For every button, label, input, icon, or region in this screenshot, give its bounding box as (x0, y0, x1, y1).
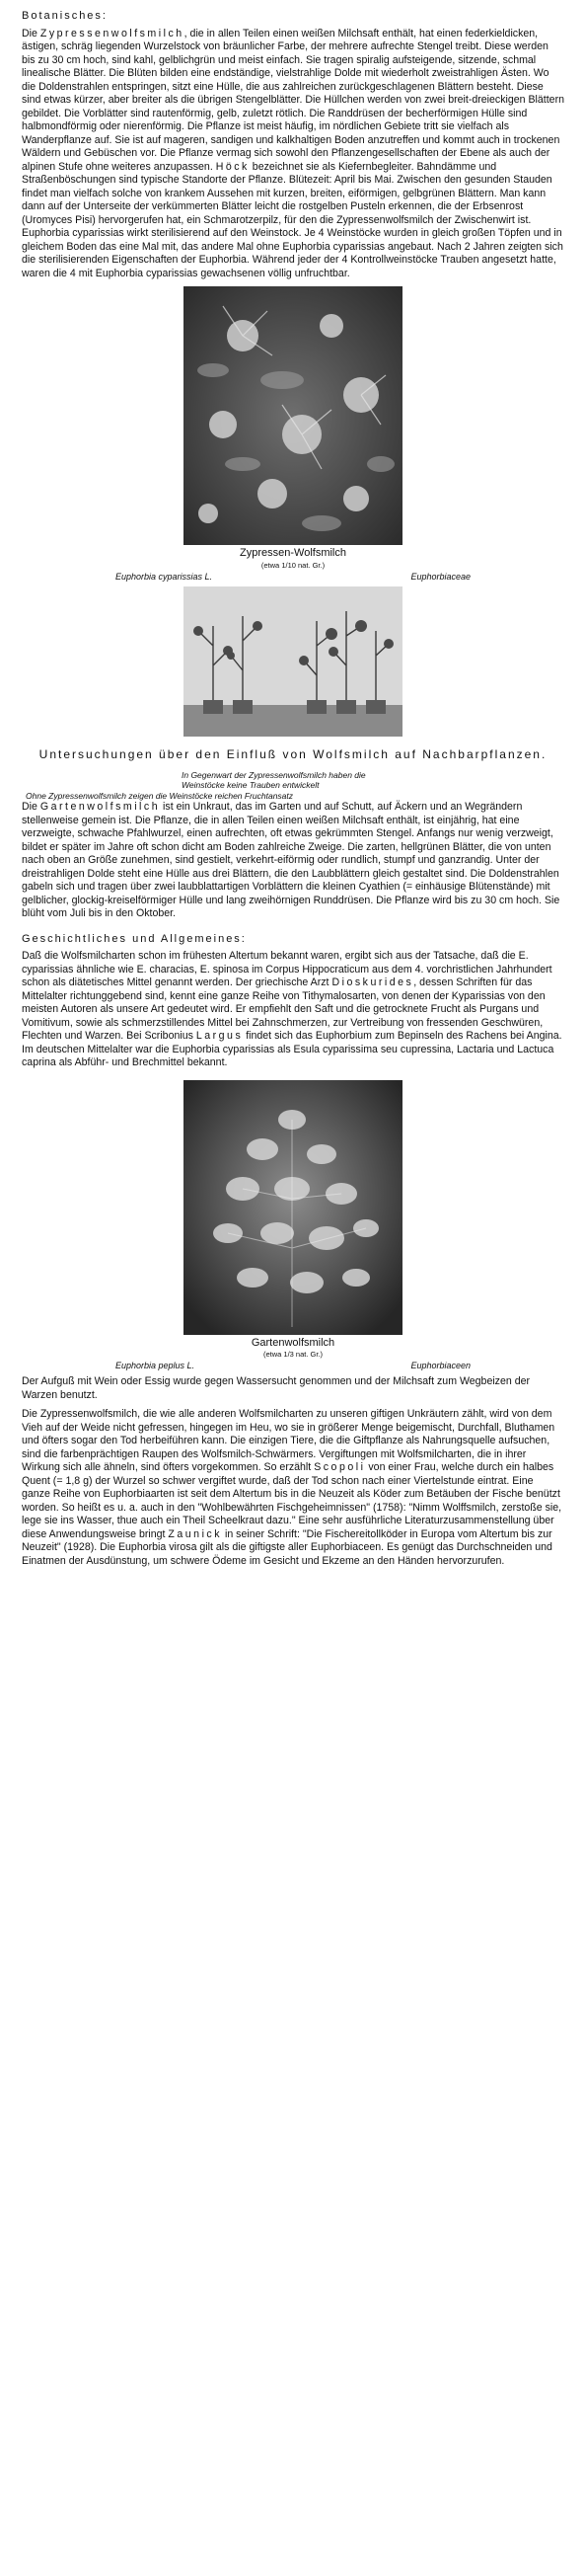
paragraph-gartenwolfsmilch: Die Gartenwolfsmilch ist ein Unkraut, das im Garten und auf Schutt, auf Äckern und an Wegrändern stellenweise gemein ist. Die Pflanze, die in allen Teilen einen weißen Milchsaft enthält, ist einjährig, hat eine verzweigte, schwache Pfahlwurzel, einen aufrechten, oft etwas gekrümmten Stengel. Anfangs nur wenig verzweigt, bildet er später im Jahre oft schon dicht am Boden zahlreiche Zweige. Die zarten, hellgrünen Blätter, die von unten nach oben an Größe zunehmen, sind gestielt, verkehrt-eiförmig oder rundlich, stumpf und ganzrandig. Unter der dreistrahligen Dolde steht eine Hülle aus drei Blättern, die den Laubblättern gleich gestaltet sind. Die Doldenstrahlen gabeln sich und tragen über zwei laubblattartigen Vorblättern die kleinen Cyathien (= einhäusige Blütenstände) mit gelblicher, glockig-kreiselförmiger Hülle und lang zweihörnigen Runddrüsen. Die Pflanze wird bis zu 30 cm hoch. Sie blüht vom Juli bis in den Oktober. (22, 801, 560, 919)
figure1-species-row (22, 571, 564, 583)
spaced-author: Zaunick (168, 1527, 223, 1540)
spaced-author: Largus (195, 1030, 244, 1042)
section-heading-geschichtliches: Geschichtliches und Allgemeines: (22, 932, 247, 945)
figure3-species-row (22, 1360, 564, 1371)
spaced-author: Scopoli (314, 1461, 366, 1473)
figure3-species: Euphorbia peplus L. (115, 1361, 195, 1370)
figure2-note2: Weinstöcke keine Trauben entwickelt (182, 780, 320, 790)
weinstock-experiment-photo (183, 586, 402, 737)
paragraph-geschichtliches: Daß die Wolfsmilcharten schon im frühesten Altertum bekannt waren, ergibt sich aus der Tatsache, daß die E. cyparissias ähnliche wie E. characias, E. spinosa im Corpus Hippocraticum aus dem 4. vorchristlichen Jahrhundert schon als diätetisches Mittel genannt werden. Der griechische Arzt Dioskurides, dessen Schriften für das Mittelalter richtunggebend sind, kennt eine ganze Reihe von Tithymalosarten, von denen der Kyparissias von den meisten Autoren als unsere Art gedeutet wird. Er empfiehlt den Saft und die getrocknete Frucht als Purgans und Vomitivum, sowie als schmerzstillendes Mittel bei Zahnschmerzen, zur Vertreibung von fressenden Geschwüren, Flechten und Warzen. Bei Scribonius Largus findet sich das Euphorbium zum Bepinseln des Rachens bei Angina. Im deutschen Mittelalter war die Euphorbia cyparissias als Esula cyparissima seu cupressina, Lactaria und Lactuca caprina als Abführ- und Brechmittel bekannt. (22, 950, 562, 1068)
spaced-author: Höck (215, 160, 250, 173)
spaced-author: Dioskurides (331, 976, 414, 988)
section-heading-botanisches: Botanisches: (22, 10, 108, 22)
figure2-note1: In Gegenwart der Zypressenwolfsmilch haben die (182, 769, 366, 780)
figure3-title: Gartenwolfsmilch (251, 1336, 335, 1349)
document-page (22, 10, 564, 1568)
paragraph-zypressenwolfsmilch: Die Zypressenwolfsmilch, die in allen Teilen einen weißen Milchsaft enthält, hat einen federkieldicken, ästigen, schräg liegenden Wurzelstock von bräunlicher Farbe, der mehrere aufrechte Stengel treibt. Diese werden bis zu 30 cm hoch, sind kahl, gelblichgrün und meist einfach. Sie tragen spiralig aufsteigende, sitzende, schmal linealische Blätter. Die Blüten bilden eine endständige, vielstrahlige Dolde mit wiederholt zweistrahligen Ästen. Wo die Doldenstrahlen entspringen, sitzt eine Hülle, die aus zahlreichen zurückgeschlagenen Blättern besteht. Diese sind etwas kürzer, aber breiter als die übrigen Stengelblätter. Die Hüllchen werden von zwei breit-dreieckigen Blättern gebildet. Die Vorblätter sind rautenförmig, gelb, zuletzt rötlich. Die Randdrüsen der becherförmigen Hülle sind halbmondförmig oder nierenförmig. Die Pflanze ist meist häufig, im nördlichen Gebiete tritt sie vielfach als Wanderpflanze auf. Sie ist auf mageren, sandigen und kalkhaltigen Boden anzutreffen und kommt auch in trockenen Wäldern und Gebüschen vor. Die Pflanze vermag sich sowohl den Pflanzengesellschaften der Ebene als auch der alpinen Stufe ohne weiteres anzupassen. Höck bezeichnet sie als Kiefernbegleiter. Bahndämme und Straßenböschungen sind typische Standorte der Pflanze. Blütezeit: April bis Mai. Zwischen den gesunden Stauden findet man vielfach solche von krankem Aussehen mit kurzen, breiten, eiförmigen, gelbgrünen Blättern. Man kann dann auf der Unterseite der verkümmerten Blätter leicht die rostgelben Pusteln erkennen, die der Erbsenrost (Uromyces Pisi) hervorgerufen hat, ein Schmarotzerpilz, für den die Zypressenwolfsmilch der Zwischenwirt ist. Euphorbia cyparissias wirkt sterilisierend auf den Weinstock. Je 4 Weinstöcke wurden in gleich großen Töpfen und in gleichem Boden das eine Mal mit, das andere Mal ohne Euphorbia cyparissias angebaut. Nach 2 Jahren zeigten sich die sterilisierenden Eigenschaften der Euphorbia. Während jeder der 4 Kontrollweinstöcke Trauben angesetzt hatte, waren die 4 mit Euphorbia cyparissias gewachsenen völlig unfruchtbar. (22, 27, 564, 279)
figure1-family: Euphorbiaceae (410, 571, 471, 582)
figure2-banner: Untersuchungen über den Einfluß von Wolfsmilch auf Nachbarpflanzen. (38, 746, 548, 761)
spaced-term: Gartenwolfsmilch (39, 801, 161, 813)
spaced-term: Zypressenwolfsmilch (39, 27, 184, 39)
figure1-title: Zypressen-Wolfsmilch (240, 547, 346, 559)
figure1-species: Euphorbia cyparissias L. (115, 571, 213, 582)
gartenwolfsmilch-photo (183, 1080, 402, 1335)
paragraph-vergiftungen: Die Zypressenwolfsmilch, die wie alle anderen Wolfsmilcharten zu unseren giftigen Unkräutern zählt, wird von dem Vieh auf der Weide nicht gefressen, hingegen im Heu, wo sie in größerer Menge beigemischt, Durchfall, Bluthamen und öfters sogar den Tod herbeiführen kann. Die einzigen Tiere, die die Giftpflanze als Nahrungsquelle aufsuchen, sind die farbenprächtigen Raupen des Wolfsmilch-Schwärmers. Vergiftungen mit Wolfsmilcharten, die in ihrer Wirkung sich alle ähneln, sind öfters vorgekommen. So erzählt Scopoli von einer Frau, welche durch ein halbes Quent (= 1,8 g) der Wurzel so schwer vergiftet wurde, daß der Tod schon nach einer Viertelstunde eintrat. Eine ganze Reihe von Euphorbiaarten ist seit dem Altertum bis in die Neuzeit als Köder zum Betäuben der Fische benützt worden. So heißt es u. a. auch in den "Wohlbewährten Fischgeheimnissen" (1758): "Nimm Wolffsmilch, zerstoße sie, lege sie ins Wasser, thue auch ein Theil Scheelkraut dazu." Eine sehr ausführliche Literaturzusammenstellung über diese Anwendungsweise bringt Zaunick in seiner Schrift: "Die Fischereitollköder in Europa vom Altertum bis zur Neuzeit" (1928). Die Euphorbia virosa gilt als die giftigste aller Euphorbiaceen. Es genügt das Durchschneiden und Einatmen der Ausdünstung, um schwere Ödeme im Gesicht und Ekzeme an den Händen hervorzurufen. (22, 1408, 562, 1567)
paragraph-aufguss: Der Aufguß mit Wein oder Essig wurde gegen Wassersucht genommen und der Milchsaft zum Wegbeizen der Warzen benutzt. (22, 1375, 531, 1401)
figure3-scale: (etwa 1/3 nat. Gr.) (262, 1350, 324, 1359)
figure2-note3: Ohne Zypressenwolfsmilch zeigen die Weinstöcke reichen Fruchtansatz (26, 790, 294, 801)
figure3-family: Euphorbiaceen (410, 1361, 471, 1370)
figure1-scale: (etwa 1/10 nat. Gr.) (260, 560, 326, 570)
zypressen-wolfsmilch-photo (183, 286, 402, 545)
